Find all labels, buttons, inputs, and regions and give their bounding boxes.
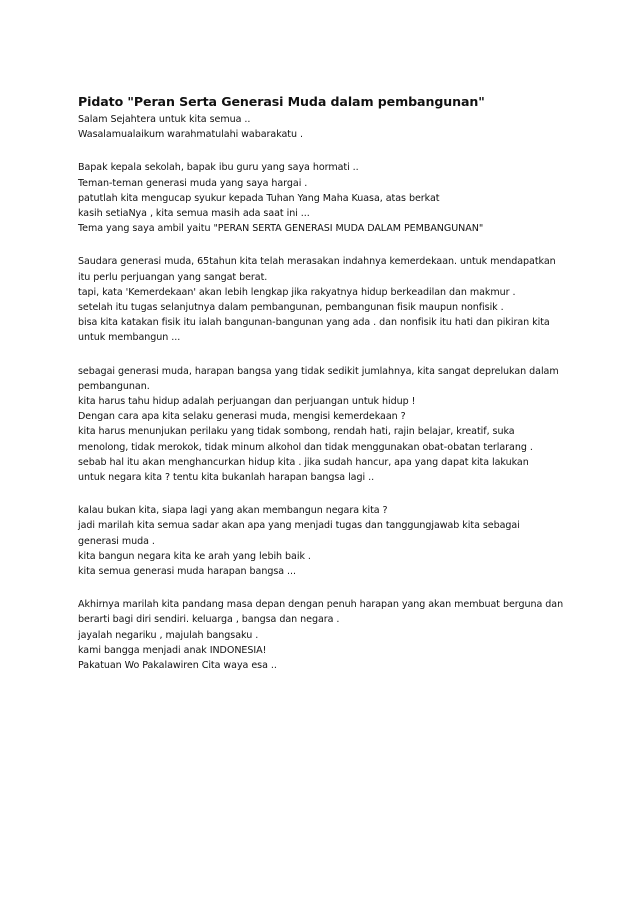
- text-line: Salam Sejahtera untuk kita semua ..: [78, 114, 251, 125]
- text-line: setelah itu tugas selanjutnya dalam pembangunan, pembangunan fisik maupun nonfisik .: [78, 302, 504, 314]
- text-line: kami bangga menjadi anak INDONESIA!: [78, 644, 267, 656]
- text-line: Teman-teman generasi muda yang saya hargai .: [78, 177, 308, 189]
- text-line: jayalah negariku , majulah bangsaku .: [78, 629, 259, 641]
- text-line: Bapak kepala sekolah, bapak ibu guru yang saya hormati ..: [78, 162, 359, 174]
- text-line: Wasalamualaikum warahmatulahi wabarakatu .: [78, 129, 303, 141]
- text-line: itu perlu perjuangan yang sangat berat.: [78, 271, 268, 283]
- text-line: Pakatuan Wo Pakalawiren Cita waya esa ..: [78, 660, 277, 672]
- text-line: kita bangun negara kita ke arah yang lebih baik .: [78, 550, 311, 562]
- paragraph-youth-role: [78, 364, 578, 486]
- paragraph-independence: [78, 254, 578, 345]
- text-line: untuk membangun ...: [78, 332, 181, 344]
- paragraph-greeting: [78, 112, 578, 142]
- text-line: Saudara generasi muda, 65tahun kita telah merasakan indahnya kemerdekaan. untuk mendapatkan: [78, 256, 556, 268]
- text-line: kita harus menunjukan perilaku yang tidak sombong, rendah hati, rajin belajar, kreatif, suka: [78, 426, 515, 438]
- text-line: jadi marilah kita semua sadar akan apa yang menjadi tugas dan tanggungjawab kita sebagai: [78, 520, 520, 532]
- text-line: sebagai generasi muda, harapan bangsa yang tidak sedikit jumlahnya, kita sangat deprelukan dalam: [78, 365, 559, 377]
- text-line: untuk negara kita ? tentu kita bukanlah harapan bangsa lagi ..: [78, 472, 375, 484]
- text-line: kalau bukan kita, siapa lagi yang akan membangun negara kita ?: [78, 505, 388, 517]
- text-line: generasi muda .: [78, 535, 155, 547]
- text-line: menolong, tidak merokok, tidak minum alkohol dan tidak menggunakan obat-obatan terlarang .: [78, 441, 533, 453]
- paragraph-opening: [78, 160, 578, 236]
- document-page: [78, 93, 578, 691]
- paragraph-closing: [78, 597, 578, 673]
- text-line: Dengan cara apa kita selaku generasi muda, mengisi kemerdekaan ?: [78, 411, 406, 423]
- text-line: bisa kita katakan fisik itu ialah bangunan-bangunan yang ada . dan nonfisik itu hati dan pikiran kita: [78, 317, 550, 329]
- text-line: kita semua generasi muda harapan bangsa ...: [78, 566, 296, 578]
- text-line: pembangunan.: [78, 380, 150, 392]
- text-line: kasih setiaNya , kita semua masih ada saat ini ...: [78, 208, 310, 220]
- text-line: kita harus tahu hidup adalah perjuangan dan perjuangan untuk hidup !: [78, 396, 416, 408]
- document-title: Pidato "Peran Serta Generasi Muda dalam pembangunan": [78, 94, 485, 109]
- text-line: sebab hal itu akan menghancurkan hidup kita . jika sudah hancur, apa yang dapat kita lakukan: [78, 456, 529, 468]
- text-line: tapi, kata 'Kemerdekaan' akan lebih lengkap jika rakyatnya hidup berkeadilan dan makmur .: [78, 286, 516, 298]
- text-line: Tema yang saya ambil yaitu "PERAN SERTA GENERASI MUDA DALAM PEMBANGUNAN": [78, 223, 484, 235]
- text-line: patutlah kita mengucap syukur kepada Tuhan Yang Maha Kuasa, atas berkat: [78, 192, 440, 204]
- paragraph-call-to-action: [78, 503, 578, 579]
- text-line: berarti bagi diri sendiri. keluarga , bangsa dan negara .: [78, 614, 340, 626]
- text-line: Akhirnya marilah kita pandang masa depan dengan penuh harapan yang akan membuat berguna dan: [78, 599, 564, 611]
